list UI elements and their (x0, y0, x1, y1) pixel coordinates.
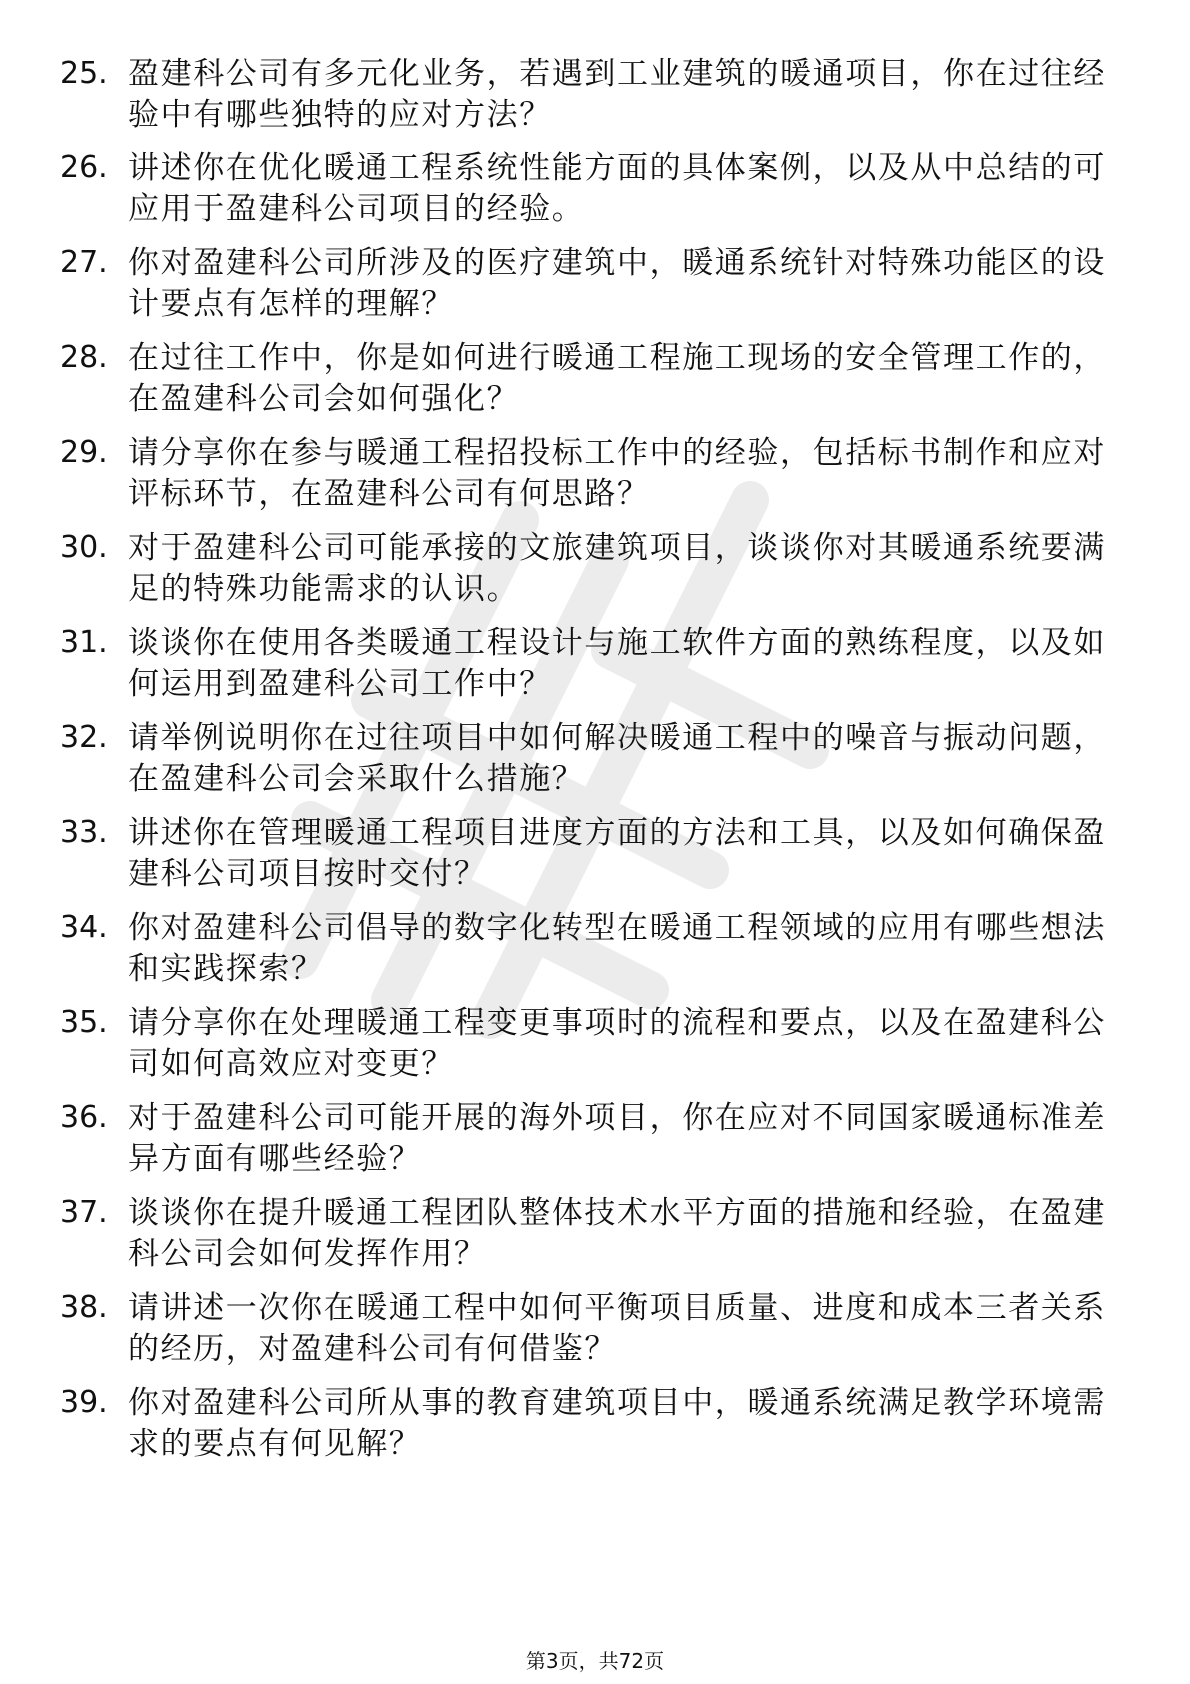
question-item (60, 908, 1120, 998)
question-item (60, 623, 1120, 713)
question-number: 28. (60, 340, 108, 375)
question-item (60, 1003, 1120, 1093)
question-item (60, 338, 1120, 428)
question-item (60, 1288, 1120, 1378)
question-text: 你对盈建科公司倡导的数字化转型在暖通工程领域的应用有哪些想法和实践探索？ (128, 910, 1106, 987)
question-text: 在过往工作中，你是如何进行暖通工程施工现场的安全管理工作的，在盈建科公司会如何强化？ (128, 340, 1106, 417)
question-text: 谈谈你在提升暖通工程团队整体技术水平方面的措施和经验，在盈建科公司会如何发挥作用？ (128, 1195, 1106, 1272)
question-number: 31. (60, 625, 108, 660)
question-number: 29. (60, 435, 108, 470)
question-item (60, 1383, 1120, 1473)
question-number: 25. (60, 56, 108, 91)
question-number: 37. (60, 1195, 108, 1230)
question-item (60, 1098, 1120, 1188)
question-text: 盈建科公司有多元化业务，若遇到工业建筑的暖通项目，你在过往经验中有哪些独特的应对方法？ (128, 56, 1106, 133)
question-text: 请讲述一次你在暖通工程中如何平衡项目质量、进度和成本三者关系的经历，对盈建科公司有何借鉴？ (128, 1290, 1106, 1367)
question-number: 30. (60, 530, 108, 565)
question-number: 39. (60, 1385, 108, 1420)
page-footer: 第3页，共72页 (525, 1649, 665, 1673)
question-text: 请分享你在处理暖通工程变更事项时的流程和要点，以及在盈建科公司如何高效应对变更？ (128, 1005, 1106, 1082)
question-number: 34. (60, 910, 108, 945)
question-item (60, 528, 1120, 618)
question-item (60, 433, 1120, 523)
question-item (60, 148, 1120, 238)
question-item (60, 54, 1120, 144)
question-text: 请分享你在参与暖通工程招投标工作中的经验，包括标书制作和应对评标环节，在盈建科公司有何思路？ (128, 435, 1106, 512)
question-text: 对于盈建科公司可能承接的文旅建筑项目，谈谈你对其暖通系统要满足的特殊功能需求的认识。 (128, 530, 1106, 607)
question-text: 你对盈建科公司所从事的教育建筑项目中，暖通系统满足教学环境需求的要点有何见解？ (128, 1385, 1106, 1462)
question-item (60, 718, 1120, 808)
question-text: 请举例说明你在过往项目中如何解决暖通工程中的噪音与振动问题，在盈建科公司会采取什么措施？ (128, 720, 1106, 797)
question-text: 谈谈你在使用各类暖通工程设计与施工软件方面的熟练程度，以及如何运用到盈建科公司工作中？ (128, 625, 1106, 702)
question-number: 36. (60, 1100, 108, 1135)
question-number: 27. (60, 245, 108, 280)
question-text: 讲述你在管理暖通工程项目进度方面的方法和工具，以及如何确保盈建科公司项目按时交付？ (128, 815, 1106, 892)
question-item (60, 243, 1120, 333)
question-number: 33. (60, 815, 108, 850)
question-text: 对于盈建科公司可能开展的海外项目，你在应对不同国家暖通标准差异方面有哪些经验？ (128, 1100, 1106, 1177)
question-text: 你对盈建科公司所涉及的医疗建筑中，暖通系统针对特殊功能区的设计要点有怎样的理解？ (128, 245, 1106, 322)
question-number: 32. (60, 720, 108, 755)
question-number: 35. (60, 1005, 108, 1040)
question-item (60, 1193, 1120, 1283)
question-number: 26. (60, 150, 108, 185)
question-text: 讲述你在优化暖通工程系统性能方面的具体案例，以及从中总结的可应用于盈建科公司项目的经验。 (128, 150, 1106, 227)
question-item (60, 813, 1120, 903)
question-number: 38. (60, 1290, 108, 1325)
